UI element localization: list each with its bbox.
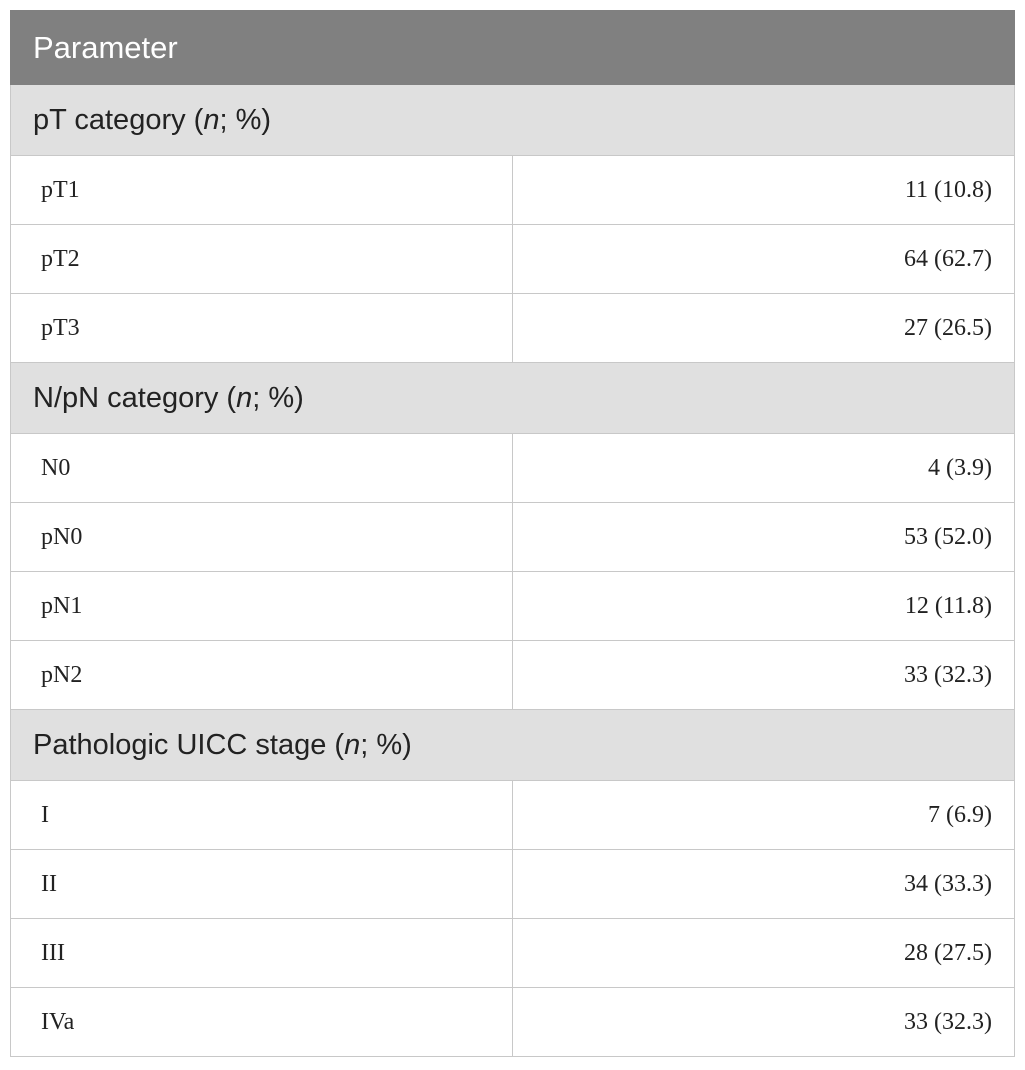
section-row-uicc-stage xyxy=(11,710,1015,781)
section-title-pt-category xyxy=(11,85,1015,156)
table-row xyxy=(11,919,1015,988)
section-title-uicc-stage xyxy=(11,710,1015,781)
row-label: II xyxy=(11,850,513,919)
section-title-italic: n xyxy=(344,728,361,761)
row-value: 33 (32.3) xyxy=(513,641,1015,710)
section-title-italic: n xyxy=(203,103,220,136)
section-title-prefix: Pathologic UICC stage ( xyxy=(33,728,345,761)
row-label: pT1 xyxy=(11,156,513,225)
row-value: 64 (62.7) xyxy=(513,225,1015,294)
table-row xyxy=(11,294,1015,363)
parameter-table-container xyxy=(10,10,1014,1057)
row-value: 12 (11.8) xyxy=(513,572,1015,641)
section-title-npn-category xyxy=(11,363,1015,434)
table-row xyxy=(11,572,1015,641)
row-value: 33 (32.3) xyxy=(513,988,1015,1057)
table-row xyxy=(11,156,1015,225)
section-title-suffix: ; %) xyxy=(219,103,272,136)
row-value: 28 (27.5) xyxy=(513,919,1015,988)
row-label: pT3 xyxy=(11,294,513,363)
section-row-pt-category xyxy=(11,85,1015,156)
row-value: 27 (26.5) xyxy=(513,294,1015,363)
table-row xyxy=(11,434,1015,503)
table-row xyxy=(11,850,1015,919)
row-label: pN2 xyxy=(11,641,513,710)
row-label: pN1 xyxy=(11,572,513,641)
table-row xyxy=(11,641,1015,710)
table-row xyxy=(11,988,1015,1057)
row-value: 4 (3.9) xyxy=(513,434,1015,503)
row-label: III xyxy=(11,919,513,988)
row-label: I xyxy=(11,781,513,850)
row-value: 7 (6.9) xyxy=(513,781,1015,850)
row-label: pN0 xyxy=(11,503,513,572)
section-title-suffix: ; %) xyxy=(252,381,304,414)
table-header-parameter: Parameter xyxy=(11,11,1015,85)
row-label: pT2 xyxy=(11,225,513,294)
section-title-suffix: ; %) xyxy=(360,728,412,761)
parameter-table xyxy=(10,10,1015,1057)
section-row-npn-category xyxy=(11,363,1015,434)
table-row xyxy=(11,503,1015,572)
table-row xyxy=(11,225,1015,294)
row-value: 34 (33.3) xyxy=(513,850,1015,919)
row-value: 53 (52.0) xyxy=(513,503,1015,572)
section-title-prefix: pT category ( xyxy=(33,103,204,136)
row-value: 11 (10.8) xyxy=(513,156,1015,225)
table-header-row xyxy=(11,11,1015,85)
section-title-italic: n xyxy=(236,381,253,414)
section-title-prefix: N/pN category ( xyxy=(33,381,237,414)
table-row xyxy=(11,781,1015,850)
row-label: IVa xyxy=(11,988,513,1057)
row-label: N0 xyxy=(11,434,513,503)
